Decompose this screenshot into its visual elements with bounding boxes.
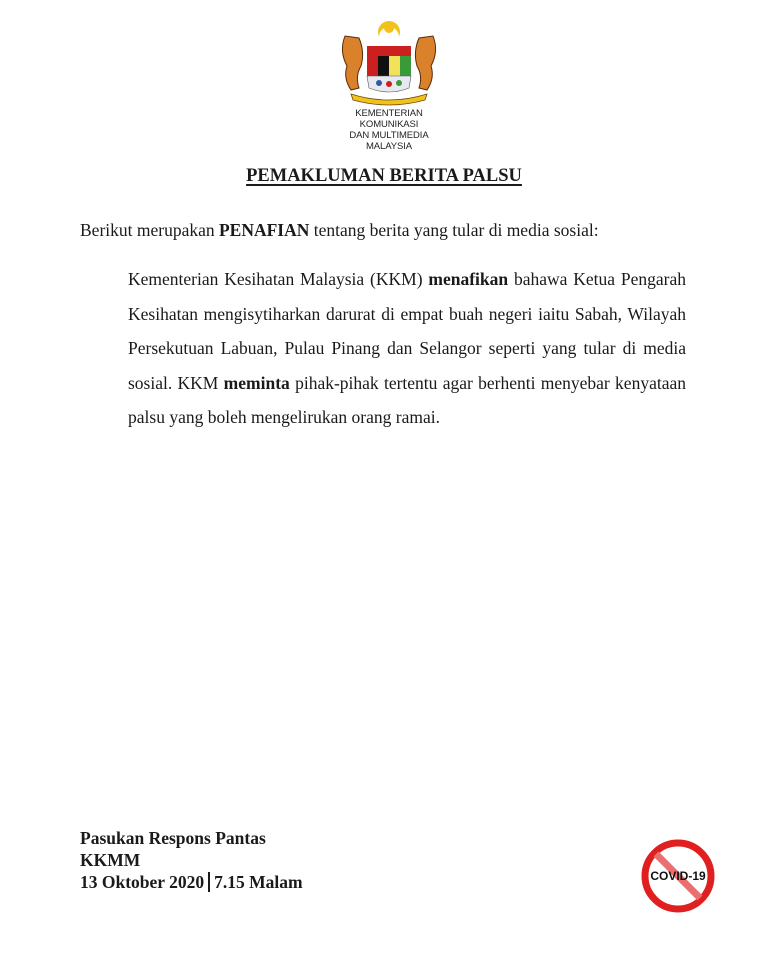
no-covid-19-icon xyxy=(640,838,716,914)
signature-org: KKMM xyxy=(80,850,141,870)
ministry-name-line1: KEMENTERIAN KOMUNIKASI xyxy=(355,108,423,130)
body-bold1: menafikan xyxy=(428,269,509,289)
ministry-logo xyxy=(328,16,450,152)
intro-text xyxy=(80,220,599,241)
svg-text:COVID-19: COVID-19 xyxy=(650,869,706,883)
page-title: PEMAKLUMAN BERITA PALSU xyxy=(246,166,522,186)
statement-paragraph xyxy=(128,262,686,435)
ministry-name-line2: DAN MULTIMEDIA MALAYSIA xyxy=(349,130,429,152)
coat-of-arms-icon xyxy=(335,16,443,106)
body-part3: pihak-pihak tertentu agar berhenti menyebar kenyataan palsu yang boleh mengelirukan orang ramai. xyxy=(128,372,686,427)
body-part1: Kementerian Kesihatan Malaysia (KKM) xyxy=(128,269,429,289)
body-bold2: meminta xyxy=(223,372,290,393)
intro-after: tentang berita yang tular di media sosial: xyxy=(309,220,599,240)
signature-team: Pasukan Respons Pantas xyxy=(80,828,266,848)
no-covid-badge xyxy=(640,838,716,914)
intro-bold: PENAFIAN xyxy=(218,220,310,240)
separator xyxy=(208,872,210,892)
signature-datetime xyxy=(80,871,303,893)
signature-time: 7.15 Malam xyxy=(214,872,303,892)
body-part2: bahawa Ketua Pengarah Kesihatan mengisytiharkan darurat di empat buah negeri iaitu Sabah, Wilayah Persekutuan Labuan, Pulau Pinang dan Selangor seperti yang tular di media sosial. KKM xyxy=(128,269,687,393)
intro-before: Berikut merupakan xyxy=(80,220,219,240)
signature-block xyxy=(80,827,303,893)
signature-date: 13 Oktober 2020 xyxy=(80,872,205,892)
